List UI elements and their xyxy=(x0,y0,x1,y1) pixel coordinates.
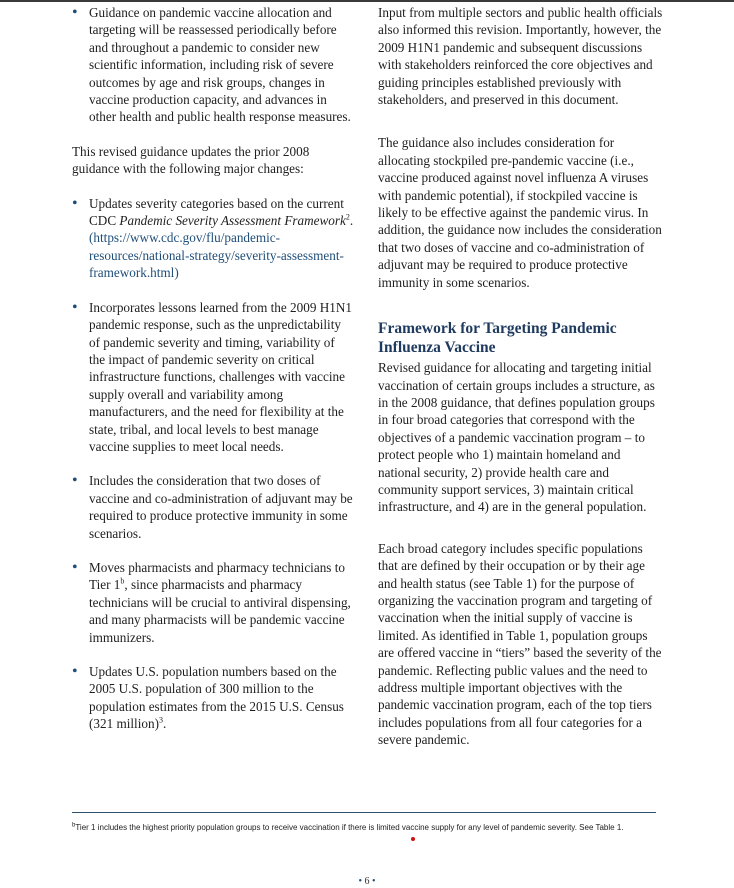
framework-title: Pandemic Severity Assessment Framework xyxy=(119,213,346,229)
bullet-icon: • xyxy=(358,876,362,887)
red-dot xyxy=(411,837,415,841)
bullet-icon: • xyxy=(372,876,376,887)
left-column xyxy=(72,4,354,750)
list-item: • Moves pharmacists and pharmacy technicians to Tier 1$^b$, since pharmacists and pharmacy technicians will be crucial to antiviral dispensing, and many pharmacists will be pandemic vaccine immunizers. xyxy=(72,559,354,646)
footnote-marker: b xyxy=(120,576,125,586)
footnote-divider xyxy=(72,812,656,813)
paragraph: Each broad category includes specific populations that are defined by their occupation or by their age and health status (see Table 1) for the purpose of organizing the vaccination program and targeting of vaccination when the initial supply of vaccine is limited. As identified in Table 1, population groups are offered vaccine in “tiers” based the severity of the pandemic. Reflecting public values and the need to address multiple important objectives with the pandemic vaccination program, each of the top tiers includes populations from all four categories for a severe pandemic. xyxy=(378,540,662,748)
list-item: • Incorporates lessons learned from the 2009 H1N1 pandemic response, such as the unpredictability of pandemic severity and timing, variability of the impact of pandemic severity on critical infrastructure functions, challenges with vaccine supply overall and variability among manufacturers, and the need for flexibility at the state, tribal, and local levels to best manage vaccine supplies to meet local needs. xyxy=(72,299,354,456)
bullet-list-top xyxy=(72,4,354,126)
list-item: • Guidance on pandemic vaccine allocation and targeting will be reassessed periodically before and throughout a pandemic to consider new scientific information, including risk of severe outcomes by age and risk groups, changes in vaccine production capacity, and advances in other health and public health response measures. xyxy=(72,4,354,126)
page-number: • 6 • xyxy=(358,876,376,887)
footnote-marker: b xyxy=(72,822,76,829)
paragraph: Revised guidance for allocating and targeting initial vaccination of certain groups includes a structure, as in the 2008 guidance, that defines population groups in four broad categories that correspond with the objectives of a pandemic vaccination program – to protect people who 1) maintain homeland and national security, 2) provide health care and community support services, 3) maintain critical infrastructure, and 4) are in the general population. xyxy=(378,360,655,515)
paragraph: Input from multiple sectors and public health officials also informed this revision. Importantly, however, the 2009 H1N1 pandemic and subsequent discussions with stakeholders reinforced the core objectives and guiding principles established previously with stakeholders, and preserved in this document. xyxy=(378,5,663,108)
reference-marker: 3 xyxy=(158,715,163,725)
intro-paragraph: This revised guidance updates the prior 2008 guidance with the following major changes: xyxy=(72,143,310,177)
footnote xyxy=(72,823,662,833)
section-heading: Framework for Targeting Pandemic Influenza Vaccine xyxy=(378,320,617,357)
list-item: • Updates severity categories based on the current CDC Pandemic Severity Assessment Framework$^2$. (https://www.cdc.gov/flu/pandemic-resources/national-strategy/severity-assessment-framework.html) xyxy=(72,195,354,282)
right-column xyxy=(378,4,663,766)
list-item: • Includes the consideration that two doses of vaccine and co-administration of adjuvant may be required to produce protective immunity in some scenarios. xyxy=(72,472,354,542)
footnote-text: Tier 1 includes the highest priority population groups to receive vaccination if there is limited vaccine supply for any level of pandemic severity. See Table 1. xyxy=(75,823,624,832)
paragraph: The guidance also includes consideration for allocating stockpiled pre-pandemic vaccine (i.e., vaccine produced against novel influenza A viruses with pandemic potential), if stockpiled vaccine is likely to be effective against the pandemic virus. In addition, the guidance now includes the consideration that two doses of vaccine and co-administration of adjuvant may be required to produce protective immunity in some scenarios. xyxy=(378,135,662,290)
framework-link[interactable]: (https://www.cdc.gov/flu/pandemic-resources/national-strategy/severity-assessment-framework.html) xyxy=(89,230,344,281)
list-item: • Updates U.S. population numbers based on the 2005 U.S. population of 300 million to the population estimates from the 2015 U.S. Census (321 million)$^3$. xyxy=(72,663,354,733)
changes-list xyxy=(72,195,354,733)
reference-marker: 2 xyxy=(345,212,350,222)
